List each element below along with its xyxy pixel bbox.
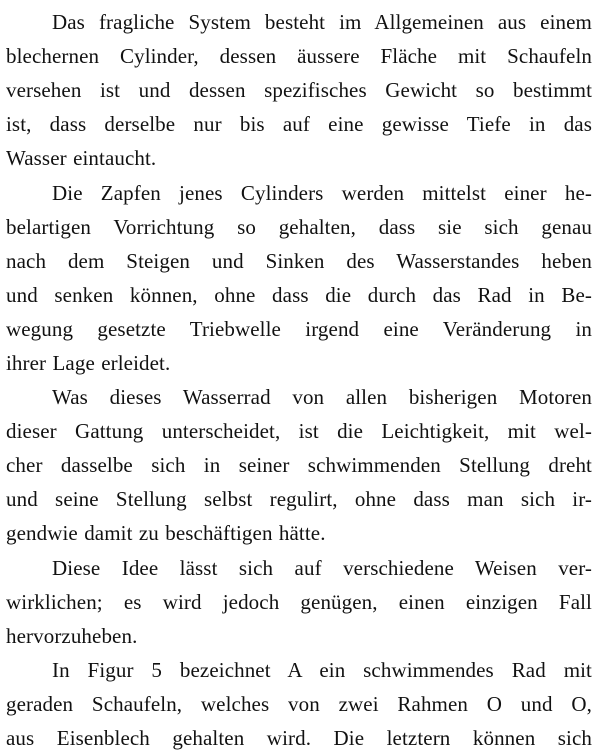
text-line: Das fragliche System besteht im Allgemeinen aus einem	[52, 10, 592, 34]
text-line: Wasser eintaucht.	[6, 146, 157, 171]
text-line: versehen ist und dessen spezifisches Gewicht so bestimmt	[6, 78, 592, 103]
text-line: hervorzuheben.	[6, 623, 138, 648]
text-line: gendwie damit zu beschäftigen hätte.	[6, 521, 326, 546]
text-line: Die Zapfen jenes Cylinders werden mittelst einer he-	[52, 180, 592, 205]
text-line: dieser Gattung unterscheidet, ist die Leichtigkeit, mit wel-	[6, 419, 592, 444]
text-line: und seine Stellung selbst regulirt, ohne dass man sich ir-	[6, 487, 592, 512]
text-line: cher dasselbe sich in seiner schwimmenden Stellung dreht	[6, 453, 592, 478]
text-line: geraden Schaufeln, welches von zwei Rahmen O und O,	[6, 691, 592, 716]
text-line: und senken können, ohne dass die durch das Rad in Be-	[6, 282, 592, 307]
text-line: nach dem Steigen und Sinken des Wasserstandes heben	[6, 248, 592, 273]
text-line: belartigen Vorrichtung so gehalten, dass sie sich genau	[6, 214, 592, 239]
text-line: wegung gesetzte Triebwelle irgend eine Veränderung in	[6, 316, 592, 341]
text-line: wirklichen; es wird jedoch genügen, einen einzigen Fall	[6, 589, 592, 614]
text-line: ihrer Lage erleidet.	[6, 351, 171, 375]
text-line: blechernen Cylinder, dessen äussere Fläche mit Schaufeln	[6, 44, 592, 69]
text-line: ist, dass derselbe nur bis auf eine gewisse Tiefe in das	[6, 112, 592, 137]
text-line: aus Eisenblech gehalten wird. Die letztern können sich	[6, 726, 592, 750]
text-line: Diese Idee lässt sich auf verschiedene Weisen ver-	[52, 555, 592, 580]
text-line: Was dieses Wasserrad von allen bisherigen Motoren	[52, 385, 592, 409]
text-line: In Figur 5 bezeichnet A ein schwimmendes Rad mit	[52, 657, 592, 682]
